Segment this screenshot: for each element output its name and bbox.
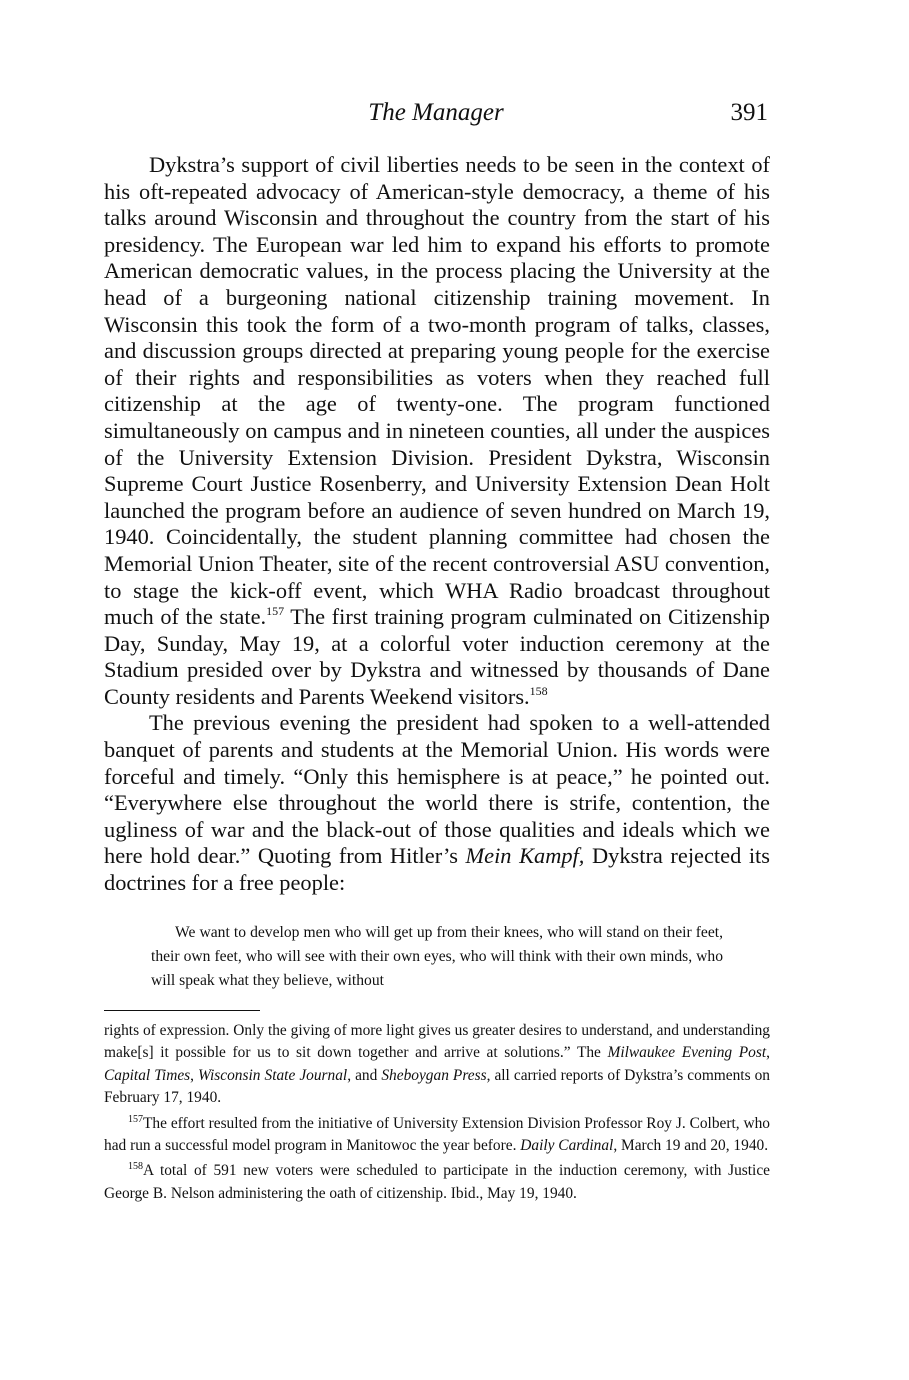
paragraph-1-text-b: The first training program culminated on Citizenship Day, Sunday, May 19, at a colorful voter induction ceremony at the Stadium presided over by Dykstra and witnessed by thousands of Dane County residents and Parents Weekend visitors.	[104, 604, 770, 709]
footnote-ref-157: 157	[266, 604, 285, 619]
footnotes	[104, 1020, 770, 1208]
publication-name: Capital Times	[104, 1066, 191, 1084]
chapter-title: The Manager	[368, 99, 504, 126]
footnote-mark-157: 157	[128, 1113, 143, 1125]
footnote-157	[104, 1113, 770, 1158]
footnote-continued	[104, 1020, 770, 1110]
footnote-ref-158: 158	[529, 683, 548, 698]
paragraph-2-text: The previous evening the president had spoken to a well-attended banquet of parents and students at the Memorial Union. His words were forceful and timely. “Only this hemisphere is at peace,” he pointed out. “Everywhere else throughout the world there is strife, contention, the ugliness of war and the black-out of those qualities and ideals which we here hold dear.” Quoting from Hitler’s	[104, 710, 770, 869]
footnote-158	[104, 1160, 770, 1205]
paragraph-1	[104, 152, 770, 710]
body-text	[104, 152, 770, 897]
book-title-italic: Mein Kampf,	[465, 843, 585, 869]
page-number: 391	[730, 99, 768, 126]
footnote-157-text-end: , March 19 and 20, 1940.	[613, 1137, 769, 1155]
footnote-continued-text-a: rights of expression. Only the giving of more light gives us greater desires to understand, and understanding make[s] it possible for us to sit down together and arrive at solutions.” The	[104, 1022, 770, 1062]
footnote-continued-text-b: , all carried reports of Dykstra’s comments on February 17, 1940.	[104, 1066, 770, 1107]
separator: , and	[347, 1066, 382, 1084]
separator: ,	[190, 1066, 199, 1084]
publication-name: Milwaukee Evening Post	[607, 1044, 767, 1062]
block-quote: We want to develop men who will get up from their knees, who will stand on their feet, their own feet, who will see with their own eyes, who will think with their own minds, who will speak what they believe, without	[151, 924, 723, 989]
footnote-158-text: A total of 591 new voters were scheduled to participate in the induction ceremony, with Justice George B. Nelson administering the oath of citizenship. Ibid., May 19, 1940.	[104, 1162, 770, 1202]
paragraph-2	[104, 710, 770, 896]
running-head	[104, 96, 768, 130]
publication-name: Sheboygan Press	[381, 1066, 487, 1084]
footnote-157-text: The effort resulted from the initiative of University Extension Division Professor Roy J. Colbert, who had run a successful model program in Manitowoc the year before.	[104, 1114, 770, 1155]
publication-name: Wisconsin State Journal	[198, 1066, 348, 1084]
footnote-mark-158: 158	[128, 1161, 143, 1173]
footnote-157-source: Daily Cardinal	[520, 1137, 614, 1155]
footnote-divider	[104, 1010, 260, 1011]
paragraph-2-text-end: Dykstra rejected its doctrines for a free people:	[104, 843, 770, 896]
paragraph-1-text-a: Dykstra’s support of civil liberties needs to be seen in the context of his oft-repeated advocacy of American-style democracy, a theme of his talks around Wisconsin and throughout the country from the start of his presidency. The European war led him to expand his efforts to promote American democratic values, in the process placing the University at the head of a burgeoning national citizenship training movement. In Wisconsin this took the form of a two-month program of talks, classes, and discussion groups directed at preparing young people for the exercise of their rights and responsibilities as voters when they reached full citizenship at the age of twenty-one. The program functioned simultaneously on campus and in nineteen counties, all under the auspices of the University Extension Division. President Dykstra, Wisconsin Supreme Court Justice Rosenberry, and University Extension Dean Holt launched the program before an audience of seven hundred on March 19, 1940. Coincidentally, the student planning committee had chosen the Memorial Union Theater, site of the recent controversial ASU convention, to stage the kick-off event, which WHA Radio broadcast throughout much of the state.	[104, 152, 770, 630]
separator: ,	[766, 1044, 770, 1062]
